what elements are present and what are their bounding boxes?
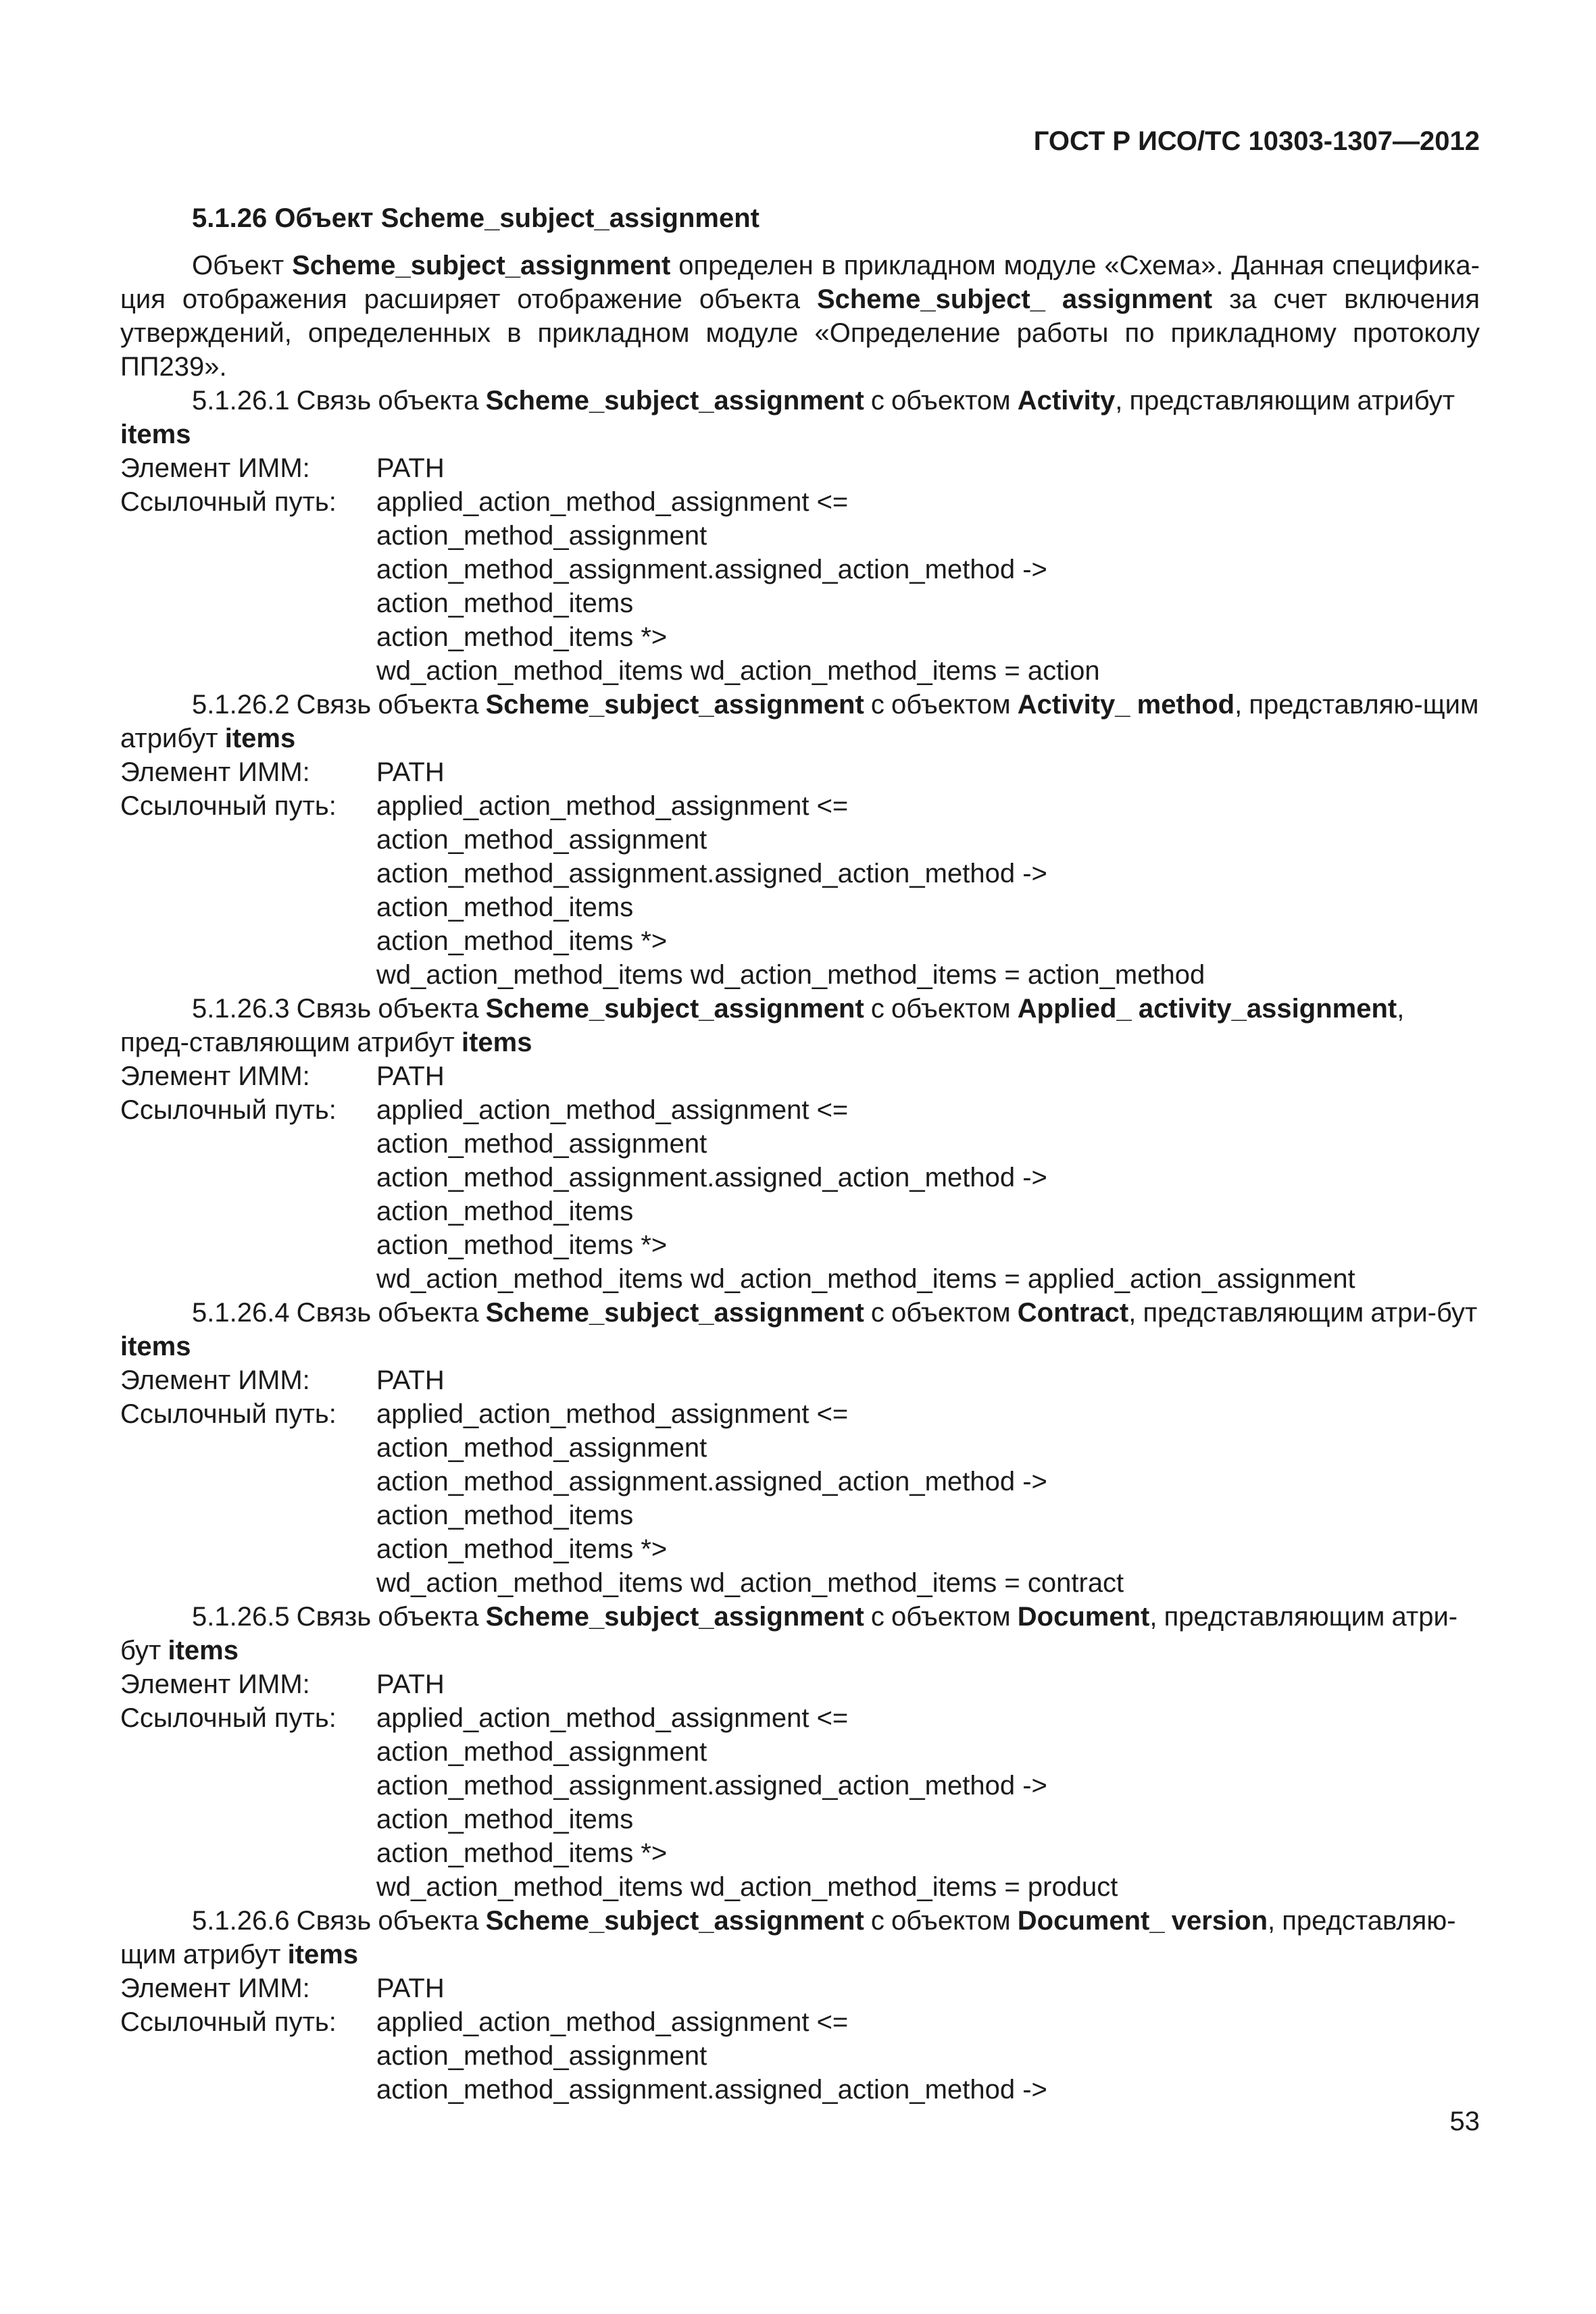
element-row [120,1059,1480,1093]
clause-tail: , представляющим атри-бут [120,1602,1458,1665]
element-value: PATH [376,1973,445,2003]
path-row [120,485,1480,519]
clause-heading [120,992,1480,1059]
clause-attr: items [168,1636,239,1665]
path-line: action_method_assignment.assigned_action_method -> [376,1163,1047,1192]
element-row [120,451,1480,485]
path-line: action_method_items *> [376,926,668,956]
path-label: Ссылочный путь: [120,791,336,821]
element-value: PATH [376,453,445,483]
clause-mid: с объектом [864,1602,1018,1632]
element-label: Элемент ИММ: [120,757,310,787]
path-line: action_method_items *> [376,1838,668,1868]
path-row [120,1093,1480,1127]
path-label: Ссылочный путь: [120,1095,336,1125]
clause-mid: с объектом [864,690,1018,720]
clause-obj: Scheme_subject_assignment [485,690,864,720]
path-row [120,1397,1480,1431]
element-label: Элемент ИММ: [120,1669,310,1699]
clause-attr: items [224,724,296,753]
path-line: action_method_assignment [376,1433,707,1463]
clause-heading [120,1296,1480,1363]
path-line: action_method_items [376,1501,634,1530]
path-label: Ссылочный путь: [120,2007,336,2037]
element-label: Элемент ИММ: [120,453,310,483]
path-line: action_method_assignment.assigned_action_method -> [376,1771,1047,1801]
path-line: action_method_assignment [376,1129,707,1159]
clause-heading [120,384,1480,451]
path-line: action_method_items [376,588,634,618]
clause-target: Activity [1017,386,1116,416]
path-line: applied_action_method_assignment <= [376,2007,849,2037]
path-line: applied_action_method_assignment <= [376,1095,849,1125]
path-row [120,789,1480,823]
path-line: applied_action_method_assignment <= [376,1703,849,1733]
clause-num: 5.1.26.3 Связь объекта [192,994,486,1024]
path-line: action_method_items [376,892,634,922]
path-line: wd_action_method_items wd_action_method_items = applied_action_assignment [376,1264,1355,1294]
path-line: action_method_assignment [376,521,707,551]
path-label: Ссылочный путь: [120,1399,336,1429]
clause-target: Document_ version [1017,1906,1268,1936]
clause-mid: с объектом [864,386,1018,416]
path-line: action_method_assignment.assigned_action_method -> [376,859,1047,888]
intro-paragraph: Объект Scheme_subject_assignment определен в прикладном модуле «Схема». Данная специфика-ция отображения расширяет отображение объекта Scheme_subject_ assignment за счет включения утверждений, определенных в прикладном модуле «Определение работы по прикладному протоколу ПП239». [120,251,1480,382]
clause-attr: items [287,1940,359,1969]
path-line: action_method_assignment.assigned_action_method -> [376,1467,1047,1496]
clause-heading [120,688,1480,755]
element-value: PATH [376,1061,445,1091]
clause-attr: items [120,1332,191,1361]
clause-tail: , пред-ставляющим атрибут [120,994,1405,1057]
clause-obj: Scheme_subject_assignment [485,1602,864,1632]
clause-target: Contract [1017,1298,1129,1328]
page-content [120,201,1480,2107]
clause-heading [120,1600,1480,1667]
clause-num: 5.1.26.5 Связь объекта [192,1602,486,1632]
clause-mid: с объектом [864,994,1018,1024]
element-value: PATH [376,1365,445,1395]
clause-obj: Scheme_subject_assignment [485,994,864,1024]
document-page [120,0,1480,2314]
path-line: action_method_items *> [376,1534,668,1564]
page-number: 53 [1449,2107,1480,2136]
clause-obj: Scheme_subject_assignment [485,1298,864,1328]
element-label: Элемент ИММ: [120,1365,310,1395]
element-label: Элемент ИММ: [120,1973,310,2003]
path-line: action_method_assignment.assigned_action_method -> [376,555,1047,584]
path-line: action_method_assignment [376,1737,707,1767]
clause-target: Document [1017,1602,1150,1632]
clause-tail: , представляющим атрибут [1115,386,1455,416]
clause-block [120,1296,1480,1600]
clause-obj: Scheme_subject_assignment [485,386,864,416]
clause-block [120,1904,1480,2107]
element-value: PATH [376,1669,445,1699]
clause-block [120,384,1480,688]
clause-block [120,1600,1480,1904]
clause-heading [120,1904,1480,1971]
path-line: action_method_items *> [376,1230,668,1260]
clause-attr: items [462,1028,532,1057]
element-row [120,1363,1480,1397]
path-line: applied_action_method_assignment <= [376,791,849,821]
path-line: action_method_items [376,1197,634,1226]
clause-num: 5.1.26.6 Связь объекта [192,1906,486,1936]
path-line: wd_action_method_items wd_action_method_items = product [376,1872,1118,1902]
clause-mid: с объектом [864,1906,1018,1936]
path-line: applied_action_method_assignment <= [376,1399,849,1429]
clause-mid: с объектом [864,1298,1018,1328]
clause-num: 5.1.26.4 Связь объекта [192,1298,486,1328]
standard-header: ГОСТ Р ИСО/ТС 10303-1307—2012 [1033,126,1480,156]
clauses-list [120,384,1480,2107]
clause-num: 5.1.26.2 Связь объекта [192,690,486,720]
clause-tail: , представляю-щим атрибут [120,690,1479,753]
element-row [120,755,1480,789]
element-row [120,1971,1480,2005]
path-line: applied_action_method_assignment <= [376,487,849,517]
clause-block [120,688,1480,992]
path-row [120,1701,1480,1735]
clause-num: 5.1.26.1 Связь объекта [192,386,486,416]
clause-attr: items [120,420,191,449]
clause-target: Activity_ method [1017,690,1235,720]
path-line: action_method_assignment [376,825,707,855]
path-line: action_method_items [376,1805,634,1834]
clause-tail: , представляю-щим атрибут [120,1906,1456,1969]
path-line: action_method_items *> [376,622,668,652]
clause-tail: , представляющим атри-бут [1128,1298,1478,1328]
path-line: wd_action_method_items wd_action_method_items = contract [376,1568,1124,1598]
section-title: 5.1.26 Объект Scheme_subject_assignment [192,203,759,233]
clause-block [120,992,1480,1296]
path-label: Ссылочный путь: [120,487,336,517]
element-row [120,1667,1480,1701]
path-line: wd_action_method_items wd_action_method_items = action [376,656,1100,686]
path-row [120,2005,1480,2039]
path-label: Ссылочный путь: [120,1703,336,1733]
path-line: action_method_assignment [376,2041,707,2071]
clause-obj: Scheme_subject_assignment [485,1906,864,1936]
clause-target: Applied_ activity_assignment [1017,994,1397,1024]
path-line: action_method_assignment.assigned_action_method -> [376,2075,1047,2105]
element-label: Элемент ИММ: [120,1061,310,1091]
element-value: PATH [376,757,445,787]
path-line: wd_action_method_items wd_action_method_items = action_method [376,960,1205,990]
